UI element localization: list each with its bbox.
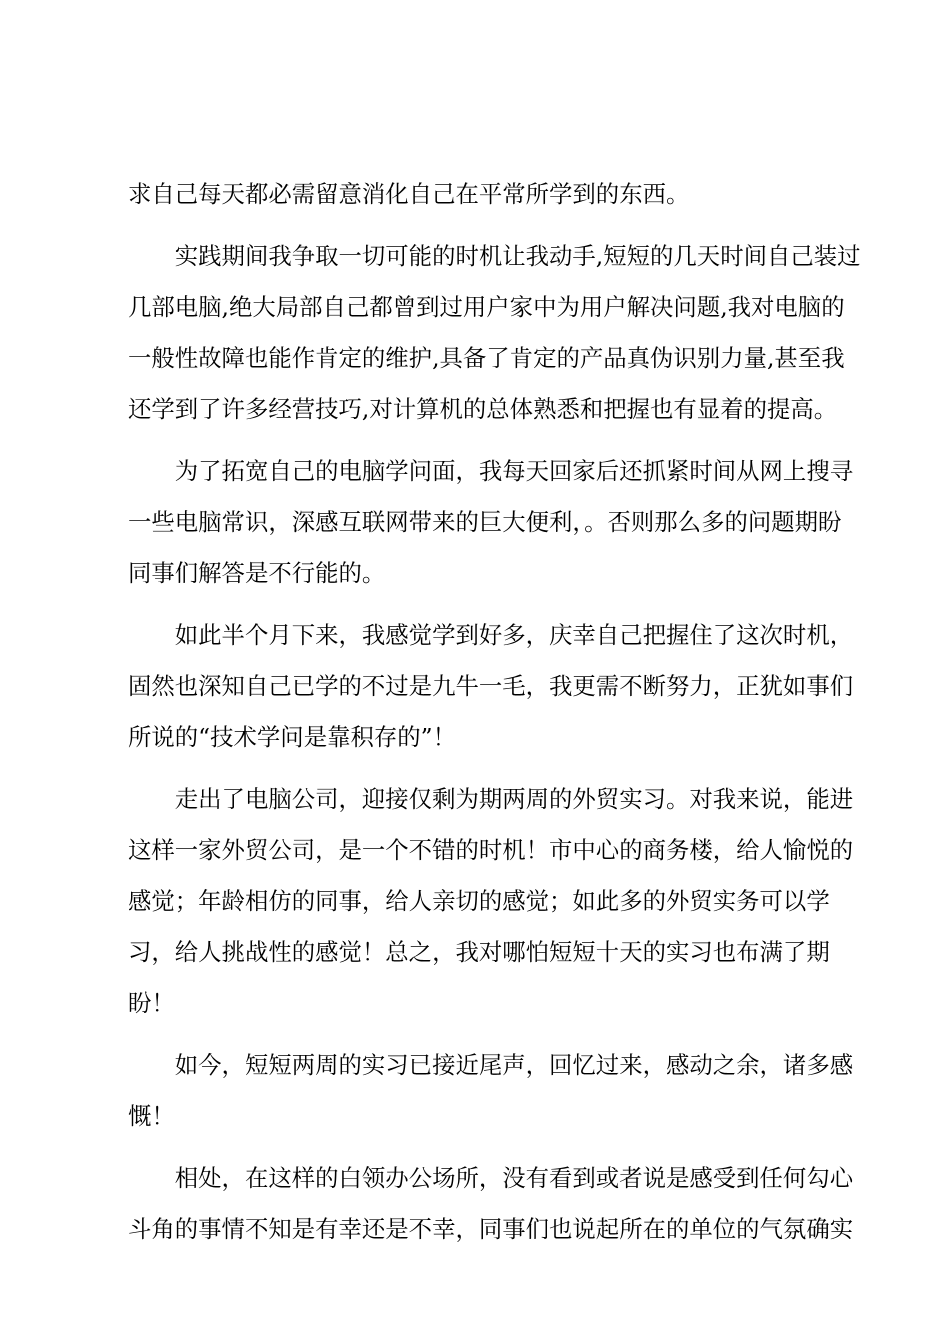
text-line: 所说的“技术学问是靠积存的”！: [128, 723, 456, 751]
text-line: 一些电脑常识，深感互联网带来的巨大便利，。否则那么多的问题期盼: [128, 508, 842, 536]
text-line: 固然也深知自己已学的不过是九牛一毛，我更需不断努力，正犹如事们: [128, 672, 854, 700]
text-line: 感觉；年龄相仿的同事，给人亲切的感觉；如此多的外贸实务可以学: [128, 887, 830, 915]
text-line: 习，给人挑战性的感觉！总之，我对哪怕短短十天的实习也布满了期: [128, 938, 830, 966]
text-line: 慨！: [128, 1102, 175, 1130]
text-line: 还学到了许多经营技巧,对计算机的总体熟悉和把握也有显着的提高。: [128, 395, 838, 423]
text-line: 如此半个月下来，我感觉学到好多，庆幸自己把握住了这次时机，: [128, 621, 854, 649]
text-line: 这样一家外贸公司，是一个不错的时机！市中心的商务楼，给人愉悦的: [128, 836, 854, 864]
text-line: 求自己每天都必需留意消化自己在平常所学到的东西。: [128, 180, 690, 208]
text-line: 几部电脑,绝大局部自己都曾到过用户家中为用户解决问题,我对电脑的: [128, 293, 845, 321]
text-line: 相处，在这样的白领办公场所，没有看到或者说是感受到任何勾心: [128, 1164, 854, 1192]
text-line: 如今，短短两周的实习已接近尾声，回忆过来，感动之余，诸多感: [128, 1051, 854, 1079]
text-line: 斗角的事情不知是有幸还是不幸，同事们也说起所在的单位的气氛确实: [128, 1215, 854, 1243]
text-line: 走出了电脑公司，迎接仅剩为期两周的外贸实习。对我来说，能进: [128, 785, 854, 813]
text-line: 一般性故障也能作肯定的维护,具备了肯定的产品真伪识别力量,甚至我: [128, 344, 845, 372]
text-line: 盼！: [128, 989, 175, 1017]
text-line: 为了拓宽自己的电脑学问面，我每天回家后还抓紧时间从网上搜寻: [128, 457, 854, 485]
text-line: 同事们解答是不行能的。: [128, 559, 386, 587]
text-line: 实践期间我争取一切可能的时机让我动手,短短的几天时间自己装过: [128, 242, 861, 270]
